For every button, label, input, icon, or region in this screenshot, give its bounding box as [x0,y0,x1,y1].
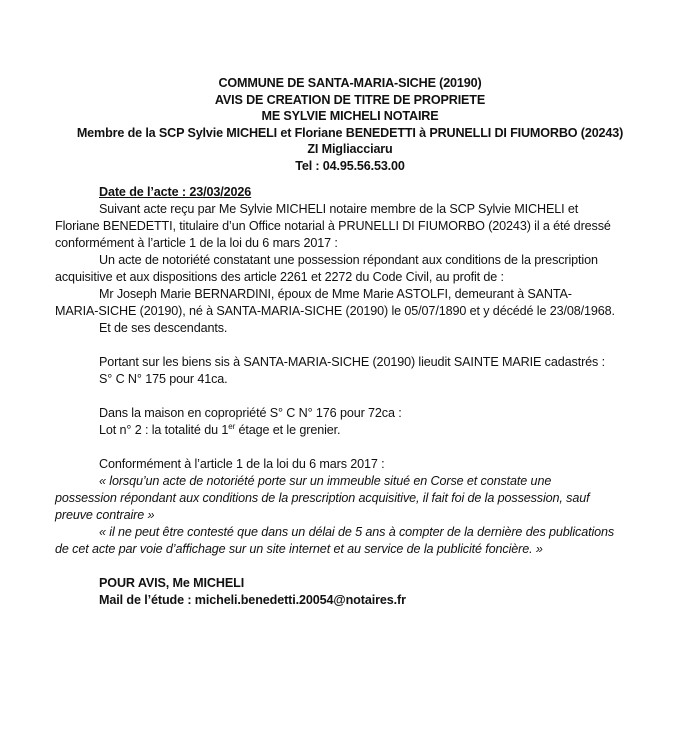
spacer [55,337,655,354]
spacer [55,558,655,575]
paragraph-act-received [55,201,655,252]
paragraph-line: Floriane BENEDETTI, titulaire d’un Office notarial à PRUNELLI DI FIUMORBO (20243) il a été dressé [55,219,611,233]
act-date: Date de l’acte : 23/03/2026 [99,185,252,199]
paragraph-line: Portant sur les biens sis à SANTA-MARIA-SICHE (20190) lieudit SAINTE MARIE cadastrés : [99,355,605,369]
header-address: ZI Migliacciaru [307,142,393,157]
paragraph-descendants: Et de ses descendants. [99,321,228,335]
lot-text-end: étage et le grenier. [235,423,341,437]
lot-text: Lot n° 2 : la totalité du 1 [99,423,229,437]
spacer [55,439,655,456]
paragraph-line [55,422,655,439]
quote-line: preuve contraire » [55,508,155,522]
paragraph-line: acquisitive et aux dispositions des article 2261 et 2272 du Code Civil, au profit de : [55,270,504,284]
header-notary-name: ME SYLVIE MICHELI NOTAIRE [261,109,439,124]
paragraph-line: Dans la maison en copropriété S° C N° 176 pour 72ca : [99,406,402,420]
paragraph-line: Suivant acte reçu par Me Sylvie MICHELI notaire membre de la SCP Sylvie MICHELI et [99,202,579,216]
paragraph-copropriety [55,405,655,439]
paragraph-line: conformément à l’article 1 de la loi du 6 mars 2017 : [55,236,338,250]
quote-line: « il ne peut être contesté que dans un délai de 5 ans à compter de la dernière des publications [99,525,615,539]
paragraph-line: MARIA-SICHE (20190), né à SANTA-MARIA-SICHE (20190) le 05/07/1890 et y décédé le 23/08/1968. [55,304,615,318]
signature-pour-avis: POUR AVIS, Me MICHELI [99,576,245,590]
paragraph-line: Mr Joseph Marie BERNARDINI, époux de Mme Marie ASTOLFI, demeurant à SANTA- [99,287,572,301]
quote-possession [55,473,655,524]
paragraph-beneficiary [55,286,655,320]
header-commune: COMMUNE DE SANTA-MARIA-SICHE (20190) [218,76,482,90]
paragraph-notoriety-act [55,252,655,286]
paragraph-line: Un acte de notoriété constatant une possession répondant aux conditions de la prescription [99,253,598,267]
law-reference: Conformément à l’article 1 de la loi du 6 mars 2017 : [99,457,385,471]
notice-body [55,184,655,609]
quote-line: possession répondant aux conditions de la prescription acquisitive, il fait foi de la possession, sauf [55,491,590,505]
spacer [55,388,655,405]
paragraph-property [55,354,655,388]
quote-line: de cet acte par voie d’affichage sur un site internet et au service de la publicité foncière. » [55,542,543,556]
quote-line: « lorsqu’un acte de notoriété porte sur un immeuble situé en Corse et constate une [99,474,552,488]
header-phone: Tel : 04.95.56.53.00 [295,158,405,173]
ordinal-superscript: er [228,422,236,431]
header-scp-membership: Membre de la SCP Sylvie MICHELI et Floriane BENEDETTI à PRUNELLI DI FIUMORBO (20243) [76,125,624,140]
paragraph-line: S° C N° 175 pour 41ca. [99,372,228,386]
header-notice-title: AVIS DE CREATION DE TITRE DE PROPRIETE [214,92,486,107]
notice-header [0,75,700,175]
signature-email: Mail de l’étude : micheli.benedetti.20054@notaires.fr [99,593,406,607]
quote-contest-delay [55,524,655,558]
signature-block [55,575,655,609]
